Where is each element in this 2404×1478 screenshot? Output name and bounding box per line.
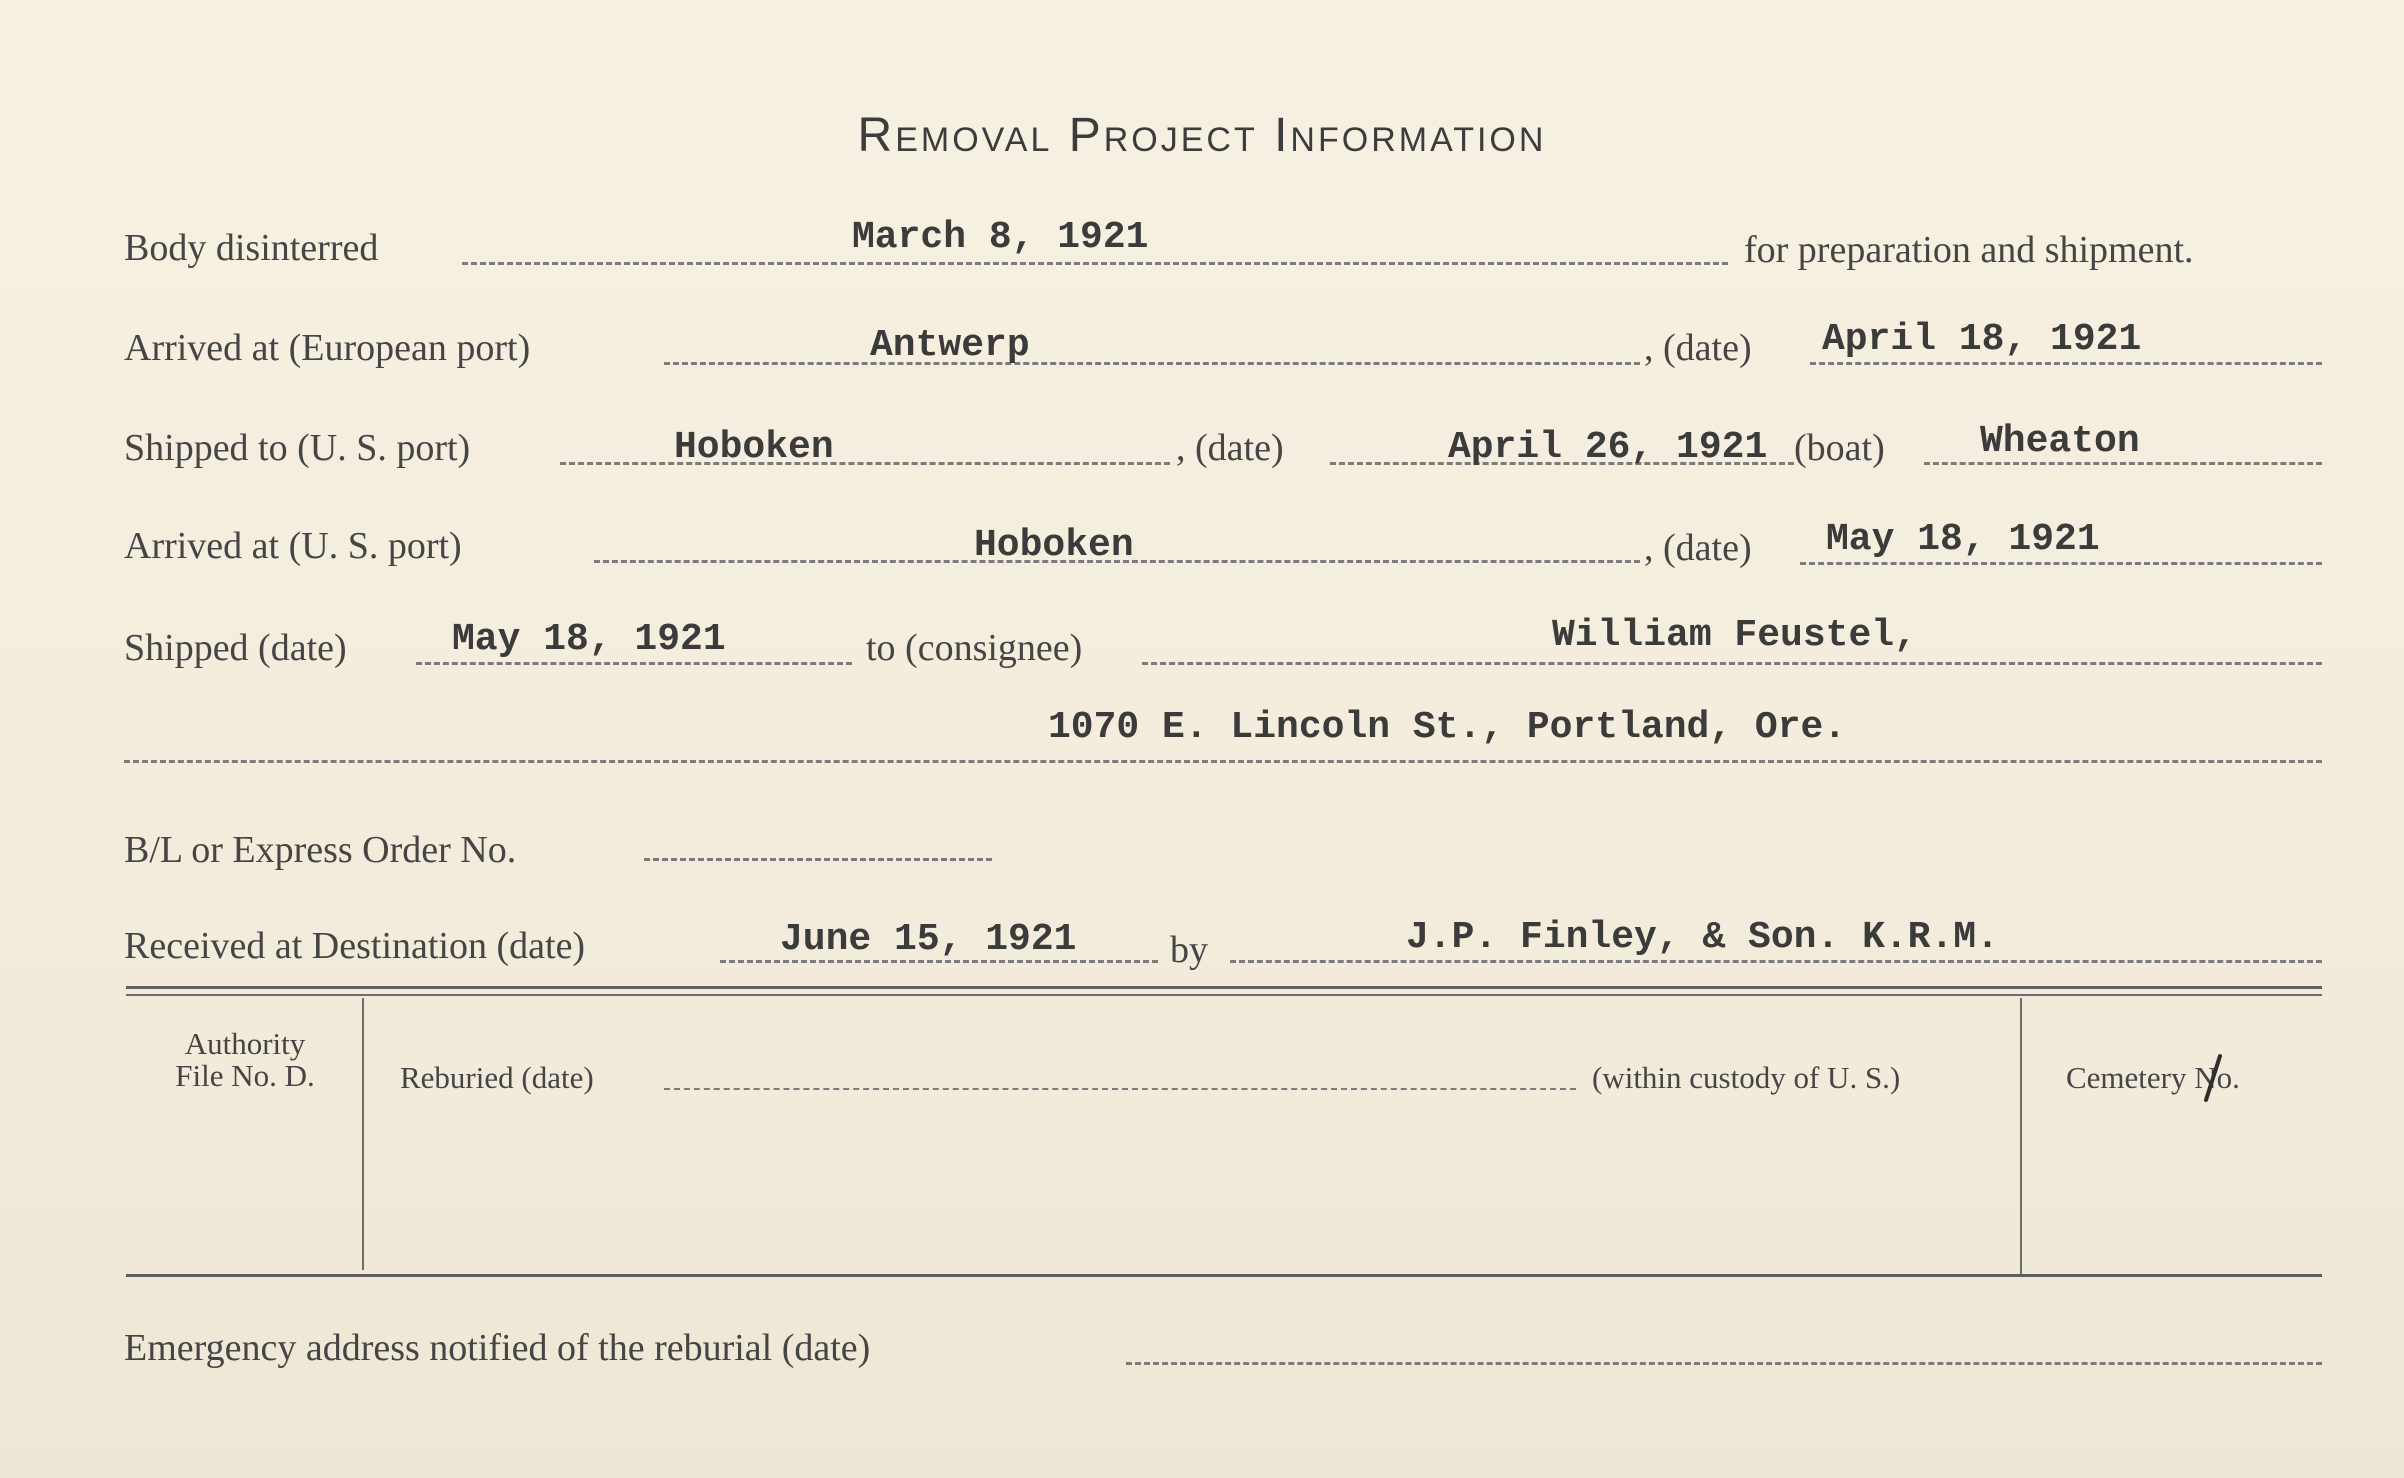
shipped-us-label: Shipped to (U. S. port) [124, 427, 471, 469]
emergency-label: Emergency address notified of the reburial (date) [124, 1327, 871, 1369]
authority-line1: Authority [184, 1026, 306, 1061]
consignee-shipped-date-value: May 18, 1921 [452, 618, 726, 661]
prep-shipment-label: for preparation and shipment. [1744, 229, 2194, 271]
us-port-arrived-value: Hoboken [974, 524, 1134, 567]
consignee-line [1142, 662, 2322, 665]
bl-order-line [644, 858, 992, 861]
date3-label: , (date) [1644, 527, 1752, 569]
boat-label: (boat) [1794, 427, 1885, 469]
authority-line2: File No. D. [175, 1058, 315, 1093]
consignee-address-value: 1070 E. Lincoln St., Portland, Ore. [1048, 706, 1847, 749]
cemetery-label: Cemetery No. [2066, 1060, 2240, 1095]
us-arrival-date-line [1800, 562, 2322, 565]
pen-check-mark [2200, 1052, 2226, 1104]
boat-value: Wheaton [1980, 420, 2140, 463]
us-port-shipped-value: Hoboken [674, 426, 834, 469]
received-destination-label: Received at Destination (date) [124, 925, 586, 967]
to-consignee-label: to (consignee) [866, 627, 1083, 669]
european-port-value: Antwerp [870, 324, 1030, 367]
reburied-label: Reburied (date) [400, 1060, 594, 1095]
received-date-value: June 15, 1921 [780, 918, 1077, 961]
arrived-us-label: Arrived at (U. S. port) [124, 525, 462, 567]
table-top-rule-inner [126, 994, 2322, 996]
us-arrival-date-value: May 18, 1921 [1826, 518, 2100, 561]
european-arrival-date-value: April 18, 1921 [1822, 318, 2142, 361]
arrived-european-label: Arrived at (European port) [124, 327, 531, 369]
emergency-line [1126, 1362, 2322, 1365]
authority-label [140, 1028, 350, 1092]
body-disinterred-line [462, 262, 1728, 265]
table-top-rule [126, 986, 2322, 989]
shipped-date-value: April 26, 1921 [1448, 426, 1768, 469]
received-by-line [1230, 960, 2322, 963]
by-label: by [1170, 929, 1208, 971]
table-divider-left [362, 998, 364, 1270]
table-divider-right [2020, 998, 2022, 1274]
shipped-date-label: Shipped (date) [124, 627, 347, 669]
us-port-shipped-line [560, 462, 1170, 465]
european-port-line [664, 362, 1640, 365]
disinterred-date-value: March 8, 1921 [852, 216, 1149, 259]
bl-order-label: B/L or Express Order No. [124, 829, 517, 871]
address-line [124, 760, 2322, 763]
custody-label: (within custody of U. S.) [1592, 1060, 1901, 1095]
reburied-line [664, 1088, 1576, 1090]
table-bottom-rule [126, 1274, 2322, 1277]
european-date-line [1810, 362, 2322, 365]
date2-label: , (date) [1176, 427, 1284, 469]
consignee-name-value: William Feustel, [1552, 614, 1917, 657]
consignee-shipped-date-line [416, 662, 852, 665]
received-by-value: J.P. Finley, & Son. K.R.M. [1406, 916, 1999, 959]
page-title: Removal Project Information [857, 109, 1547, 162]
body-disinterred-label: Body disinterred [124, 227, 379, 269]
date1-label: , (date) [1644, 327, 1752, 369]
